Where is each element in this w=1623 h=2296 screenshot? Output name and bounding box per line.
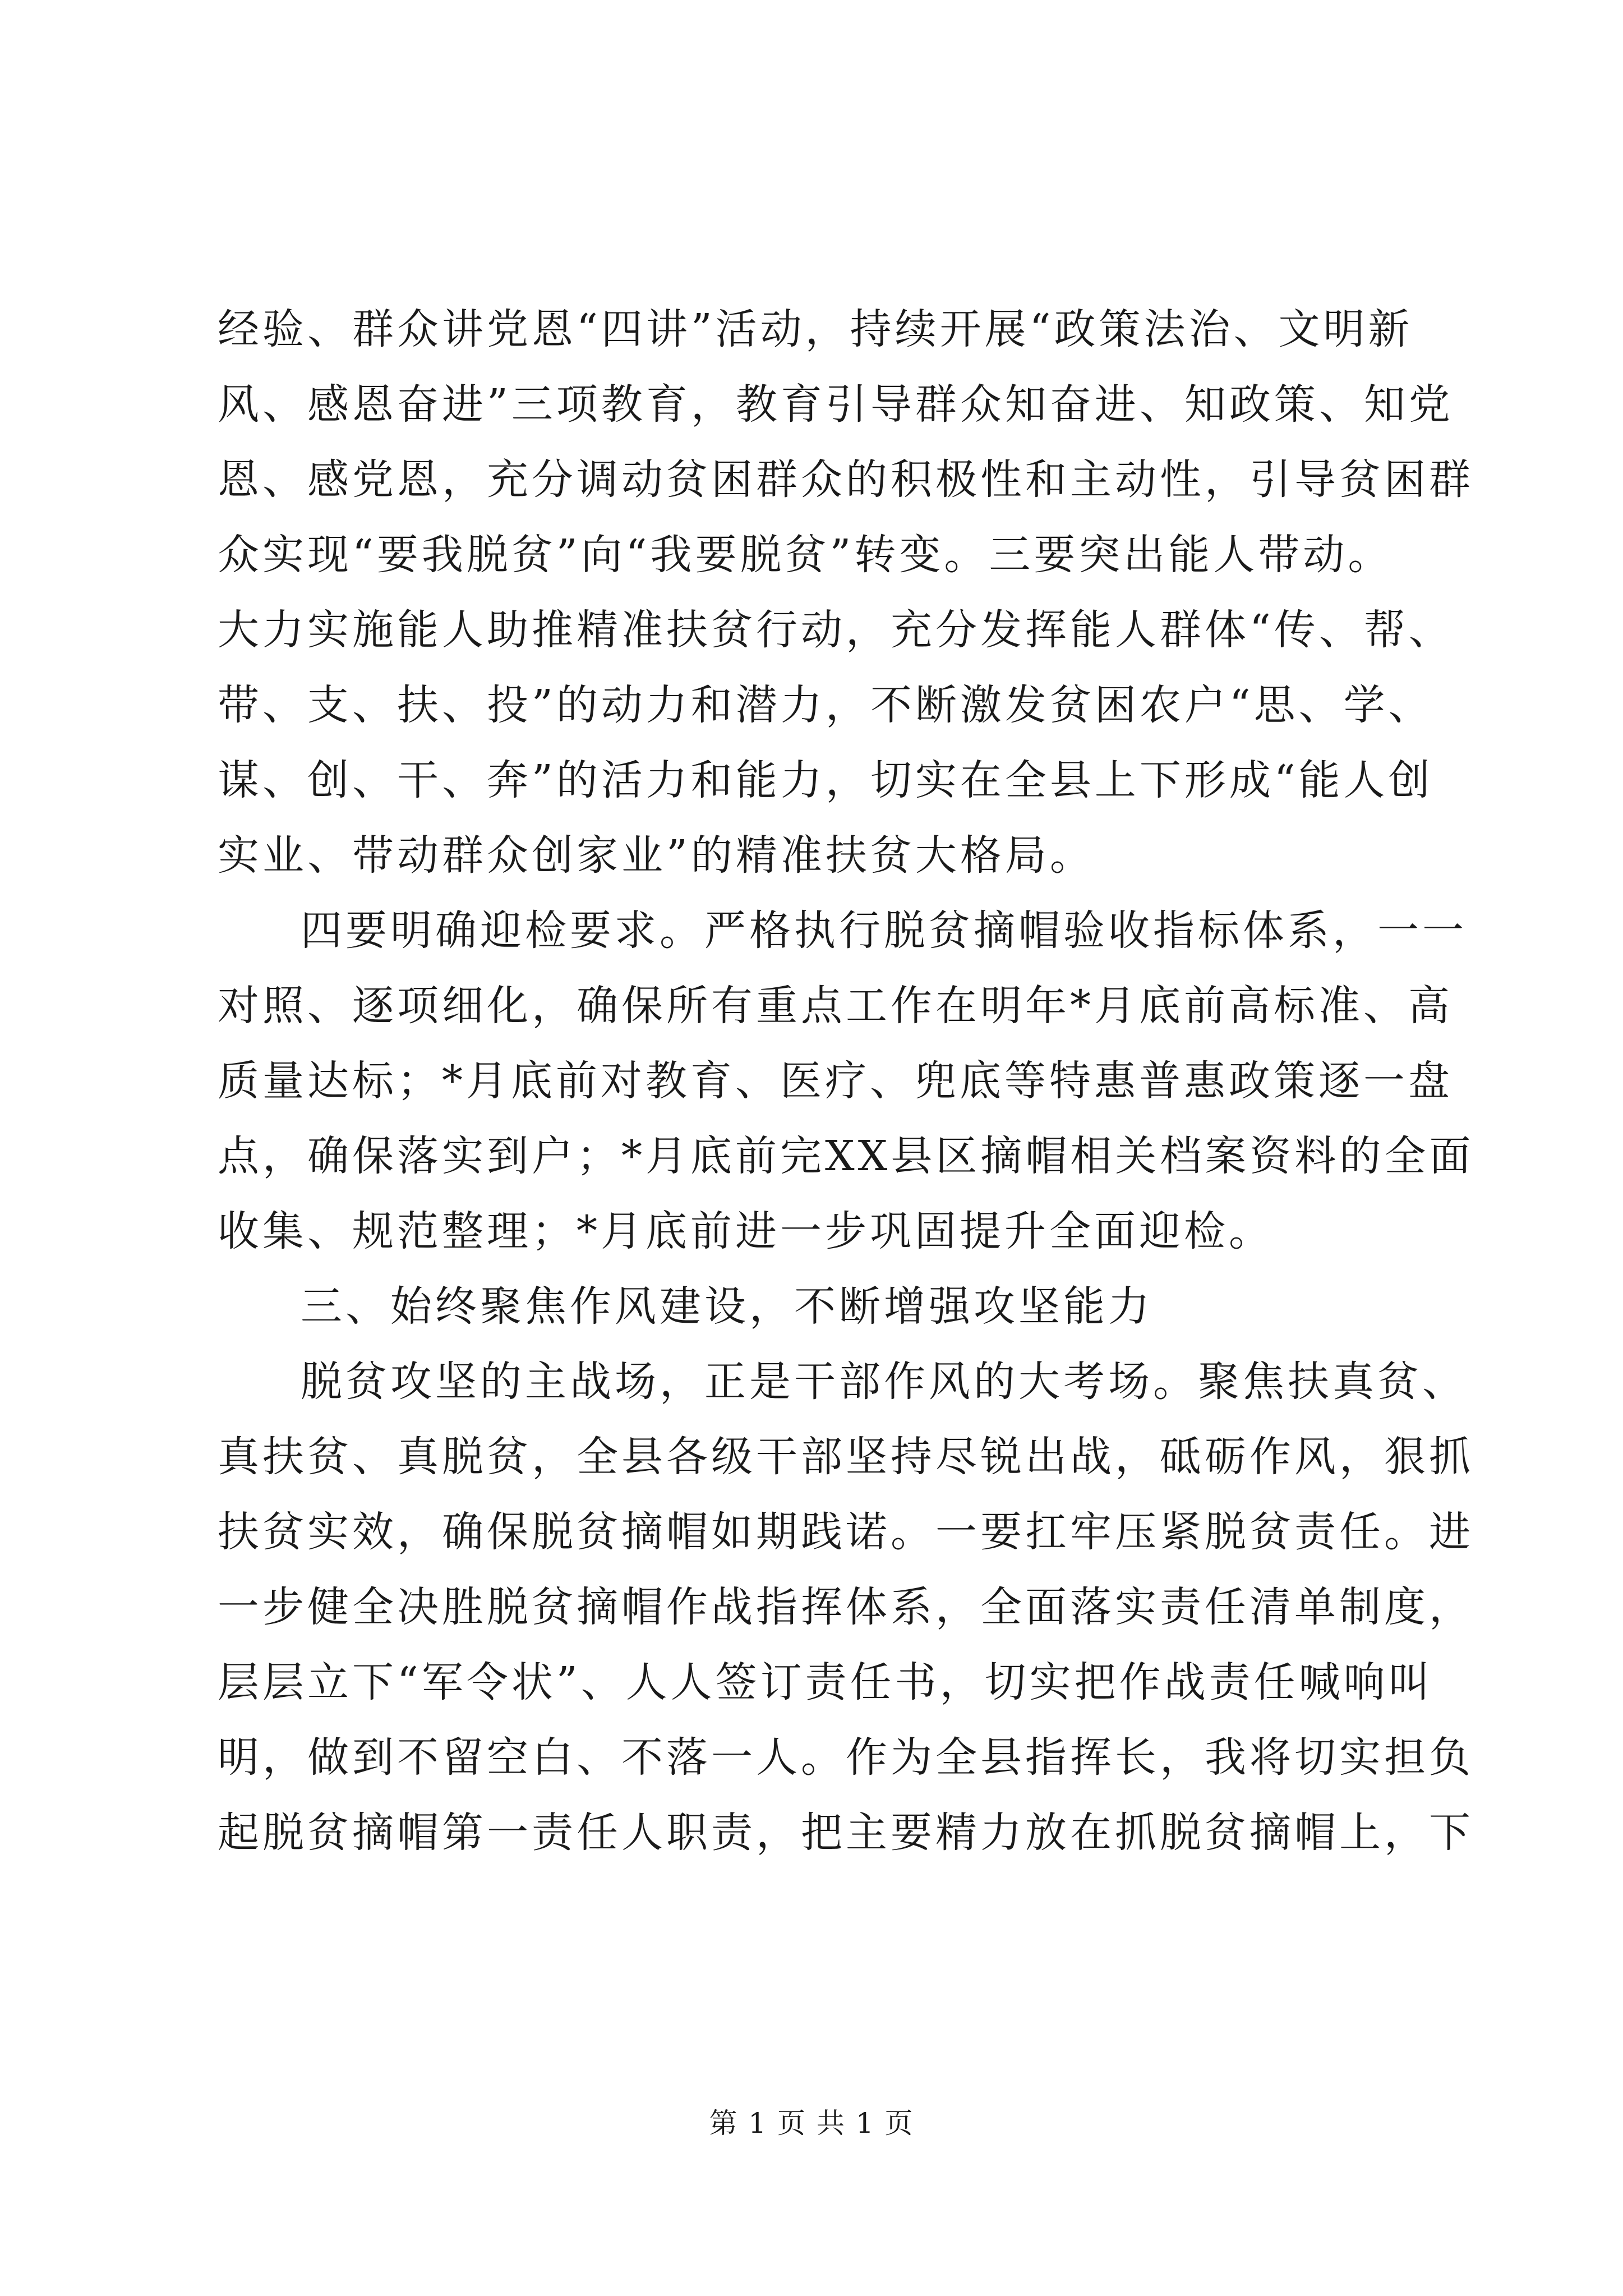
text-line: 众实现“要我脱贫”向“我要脱贫”转变。三要突出能人带动。	[218, 531, 1393, 579]
paragraph-first-line: 四要明确迎检要求。严格执行脱贫摘帽验收指标体系，一一	[301, 907, 1467, 955]
text-line: 起脱贫摘帽第一责任人职责，把主要精力放在抓脱贫摘帽上，下	[218, 1809, 1474, 1857]
text-line: 扶贫实效，确保脱贫摘帽如期践诺。一要扛牢压紧脱贫责任。进	[218, 1508, 1474, 1556]
page-number-footer: 第 1 页 共 1 页	[709, 2107, 914, 2139]
text-line: 一步健全决胜脱贫摘帽作战指挥体系，全面落实责任清单制度，	[218, 1583, 1474, 1631]
text-line: 实业、带动群众创家业”的精准扶贫大格局。	[218, 831, 1095, 880]
text-line: 风、感恩奋进”三项教育，教育引导群众知奋进、知政策、知党	[218, 380, 1454, 429]
text-line: 层层立下“军令状”、人人签订责任书，切实把作战责任喊响叫	[218, 1658, 1433, 1706]
text-line: 明，做到不留空白、不落一人。作为全县指挥长，我将切实担负	[218, 1733, 1474, 1782]
document-body	[218, 292, 1474, 1870]
text-line: 谋、创、干、奔”的活力和能力，切实在全县上下形成“能人创	[218, 756, 1433, 804]
text-line: 对照、逐项细化，确保所有重点工作在明年*月底前高标准、高	[218, 982, 1453, 1030]
text-line: 质量达标；*月底前对教育、医疗、兜底等特惠普惠政策逐一盘	[218, 1057, 1453, 1105]
text-line: 大力实施能人助推精准扶贫行动，充分发挥能人群体“传、帮、	[218, 606, 1454, 654]
text-line: 恩、感党恩，充分调动贫困群众的积极性和主动性，引导贫困群	[218, 455, 1474, 504]
text-line: 经验、群众讲党恩“四讲”活动，持续开展“政策法治、文明新	[218, 305, 1413, 353]
text-line: 带、支、扶、投”的动力和潜力，不断激发贫困农户“思、学、	[218, 681, 1433, 729]
paragraph-first-line: 脱贫攻坚的主战场，正是干部作风的大考场。聚焦扶真贫、	[301, 1358, 1467, 1406]
text-line: 收集、规范整理；*月底前进一步巩固提升全面迎检。	[218, 1207, 1274, 1255]
section-heading: 三、始终聚焦作风建设，不断增强攻坚能力	[301, 1282, 1153, 1331]
text-line: 真扶贫、真脱贫，全县各级干部坚持尽锐出战，砥砺作风，狠抓	[218, 1433, 1474, 1481]
text-line: 点，确保落实到户；*月底前完XX县区摘帽相关档案资料的全面	[218, 1132, 1474, 1180]
